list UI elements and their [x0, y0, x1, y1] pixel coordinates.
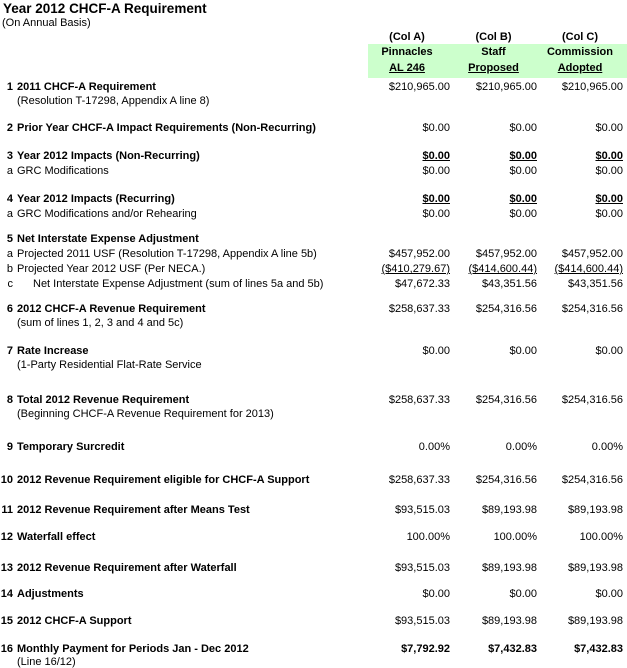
row-label: GRC Modifications and/or Rehearing: [17, 208, 197, 220]
row-label: Projected 2011 USF (Resolution T-17298, Appendix A line 5b): [17, 248, 317, 260]
cell-col-c: $210,965.00: [561, 81, 623, 93]
cell-col-a: 0.00%: [418, 441, 450, 453]
line-number: 7: [6, 345, 13, 357]
row-label: Waterfall effect: [17, 531, 96, 543]
col-a-letter: (Col A): [389, 31, 425, 43]
col-c-name: Commission: [546, 46, 613, 58]
table-row-line-7: [0, 345, 627, 358]
line-number: 15: [0, 615, 13, 627]
col-b-name: Staff: [481, 46, 506, 58]
line-letter: a: [6, 208, 13, 220]
table-row-line-3: [0, 150, 627, 163]
cell-col-b: $0.00: [509, 208, 537, 220]
row-subnote: (sum of lines 1, 2, 3 and 4 and 5c): [17, 317, 184, 329]
cell-col-c: $0.00: [595, 193, 623, 205]
row-label: 2011 CHCF-A Requirement: [17, 81, 156, 93]
table-row-line-5a: [0, 248, 627, 261]
cell-col-c: 100.00%: [579, 531, 623, 543]
table-row-line-14: [0, 588, 627, 601]
table-row-line-4: [0, 193, 627, 206]
cell-col-c: 0.00%: [591, 441, 623, 453]
cell-col-b: $89,193.98: [481, 615, 537, 627]
cell-col-a: $7,792.92: [401, 643, 450, 655]
table-row-line-9: [0, 441, 627, 454]
col-b-subname: Proposed: [468, 62, 519, 74]
cell-col-b: $254,316.56: [475, 474, 537, 486]
row-label: 2012 CHCF-A Support: [17, 615, 132, 627]
row-label: Net Interstate Expense Adjustment (sum of lines 5a and 5b): [33, 278, 324, 290]
table-row-line-12: [0, 531, 627, 544]
row-label: 2012 CHCF-A Revenue Requirement: [17, 303, 206, 315]
col-a-name: Pinnacles: [381, 46, 433, 58]
cell-col-b: $0.00: [509, 150, 537, 162]
cell-col-b: $0.00: [509, 193, 537, 205]
line-number: 8: [6, 394, 13, 406]
cell-col-b: $89,193.98: [481, 562, 537, 574]
table-row-line-5c: [0, 278, 627, 291]
cell-col-a: $93,515.03: [394, 615, 450, 627]
line-number: 2: [6, 122, 13, 134]
cell-col-a: $0.00: [422, 345, 450, 357]
line-number: 13: [0, 562, 13, 574]
row-subnote: (1-Party Residential Flat-Rate Service: [17, 359, 202, 371]
cell-col-a: $0.00: [422, 165, 450, 177]
line-number: 10: [0, 474, 13, 486]
cell-col-b: $43,351.56: [481, 278, 537, 290]
cell-col-a: $0.00: [422, 122, 450, 134]
col-b-letter: (Col B): [475, 31, 512, 43]
row-label: Monthly Payment for Periods Jan - Dec 2012: [17, 643, 249, 655]
table-row-line-16: [0, 643, 627, 656]
line-number: 9: [6, 441, 13, 453]
cell-col-a: $93,515.03: [394, 562, 450, 574]
cell-col-c: $89,193.98: [567, 504, 623, 516]
cell-col-b: $254,316.56: [475, 303, 537, 315]
line-number: 6: [6, 303, 13, 315]
row-label: Year 2012 Impacts (Recurring): [17, 193, 175, 205]
cell-col-c: $0.00: [595, 150, 623, 162]
table-row-line-4a: [0, 208, 627, 221]
col-a-subname: AL 246: [389, 62, 425, 74]
cell-col-a: ($410,279.67): [381, 263, 450, 275]
table-row-line-5: [0, 233, 627, 246]
table-row-line-5b: [0, 263, 627, 276]
line-number: 11: [1, 504, 13, 516]
row-label: Year 2012 Impacts (Non-Recurring): [17, 150, 200, 162]
column-subnames-row: [0, 62, 627, 75]
cell-col-b: $7,432.83: [488, 643, 537, 655]
page-title: Year 2012 CHCF-A Requirement: [3, 1, 207, 16]
cell-col-a: $0.00: [422, 150, 450, 162]
cell-col-b: 0.00%: [505, 441, 537, 453]
col-c-subname: Adopted: [557, 62, 603, 74]
page-subtitle: (On Annual Basis): [2, 17, 91, 29]
row-label: Adjustments: [17, 588, 84, 600]
table-row-line-6: [0, 303, 627, 316]
row-subnote: (Beginning CHCF-A Revenue Requirement for 2013): [17, 408, 274, 420]
line-number: 16: [0, 643, 13, 655]
table-row-line-3a: [0, 165, 627, 178]
cell-col-c: $43,351.56: [567, 278, 623, 290]
line-number: 1: [6, 81, 13, 93]
row-label: Projected Year 2012 USF (Per NECA.): [17, 263, 206, 275]
line-letter: b: [6, 263, 13, 275]
cell-col-c: $89,193.98: [567, 562, 623, 574]
line-letter: a: [6, 248, 13, 260]
cell-col-c: $254,316.56: [561, 303, 623, 315]
cell-col-b: $254,316.56: [475, 394, 537, 406]
cell-col-b: $0.00: [509, 122, 537, 134]
cell-col-c: ($414,600.44): [554, 263, 623, 275]
cell-col-a: $0.00: [422, 208, 450, 220]
cell-col-c: $0.00: [595, 122, 623, 134]
table-row-line-13: [0, 562, 627, 575]
line-number: 14: [0, 588, 13, 600]
column-letters-row: [0, 31, 627, 44]
row-subnote: (Resolution T-17298, Appendix A line 8): [17, 95, 210, 107]
row-label: 2012 Revenue Requirement eligible for CHCF-A Support: [17, 474, 310, 486]
cell-col-a: $93,515.03: [394, 504, 450, 516]
cell-col-c: $7,432.83: [574, 643, 623, 655]
line-letter: c: [7, 278, 13, 290]
cell-col-a: $47,672.33: [394, 278, 450, 290]
cell-col-b: $0.00: [509, 588, 537, 600]
cell-col-a: $258,637.33: [388, 303, 450, 315]
cell-col-b: 100.00%: [493, 531, 537, 543]
cell-col-c: $0.00: [595, 588, 623, 600]
cell-col-a: 100.00%: [406, 531, 450, 543]
table-row-line-8: [0, 394, 627, 407]
cell-col-c: $0.00: [595, 165, 623, 177]
cell-col-b: $457,952.00: [475, 248, 537, 260]
table-row-line-11: [0, 504, 627, 517]
row-label: 2012 Revenue Requirement after Waterfall: [17, 562, 237, 574]
row-label: Temporary Surcredit: [17, 441, 125, 453]
cell-col-b: $0.00: [509, 165, 537, 177]
table-row-line-2: [0, 122, 627, 135]
cell-col-b: $89,193.98: [481, 504, 537, 516]
row-label: Prior Year CHCF-A Impact Requirements (Non-Recurring): [17, 122, 316, 134]
cell-col-c: $0.00: [595, 345, 623, 357]
line-letter: a: [6, 165, 13, 177]
cell-col-b: ($414,600.44): [468, 263, 537, 275]
table-row-line-10: [0, 474, 627, 487]
row-label: Rate Increase: [17, 345, 89, 357]
table-row-line-15: [0, 615, 627, 628]
cell-col-a: $0.00: [422, 193, 450, 205]
line-number: 3: [6, 150, 13, 162]
cell-col-b: $0.00: [509, 345, 537, 357]
cell-col-c: $254,316.56: [561, 474, 623, 486]
row-label: Total 2012 Revenue Requirement: [17, 394, 190, 406]
cell-col-a: $258,637.33: [388, 394, 450, 406]
cell-col-b: $210,965.00: [475, 81, 537, 93]
line-number: 4: [6, 193, 13, 205]
row-subnote: (Line 16/12): [17, 656, 76, 668]
cell-col-c: $254,316.56: [561, 394, 623, 406]
cell-col-a: $457,952.00: [388, 248, 450, 260]
row-label: Net Interstate Expense Adjustment: [17, 233, 199, 245]
cell-col-a: $0.00: [422, 588, 450, 600]
column-names-row: [0, 46, 627, 59]
cell-col-a: $210,965.00: [388, 81, 450, 93]
cell-col-c: $0.00: [595, 208, 623, 220]
cell-col-c: $457,952.00: [561, 248, 623, 260]
table-row-line-1: [0, 81, 627, 94]
col-c-letter: (Col C): [561, 31, 599, 43]
row-label: 2012 Revenue Requirement after Means Test: [17, 504, 250, 516]
line-number: 5: [6, 233, 13, 245]
cell-col-c: $89,193.98: [567, 615, 623, 627]
row-label: GRC Modifications: [17, 165, 109, 177]
line-number: 12: [0, 531, 13, 543]
cell-col-a: $258,637.33: [388, 474, 450, 486]
